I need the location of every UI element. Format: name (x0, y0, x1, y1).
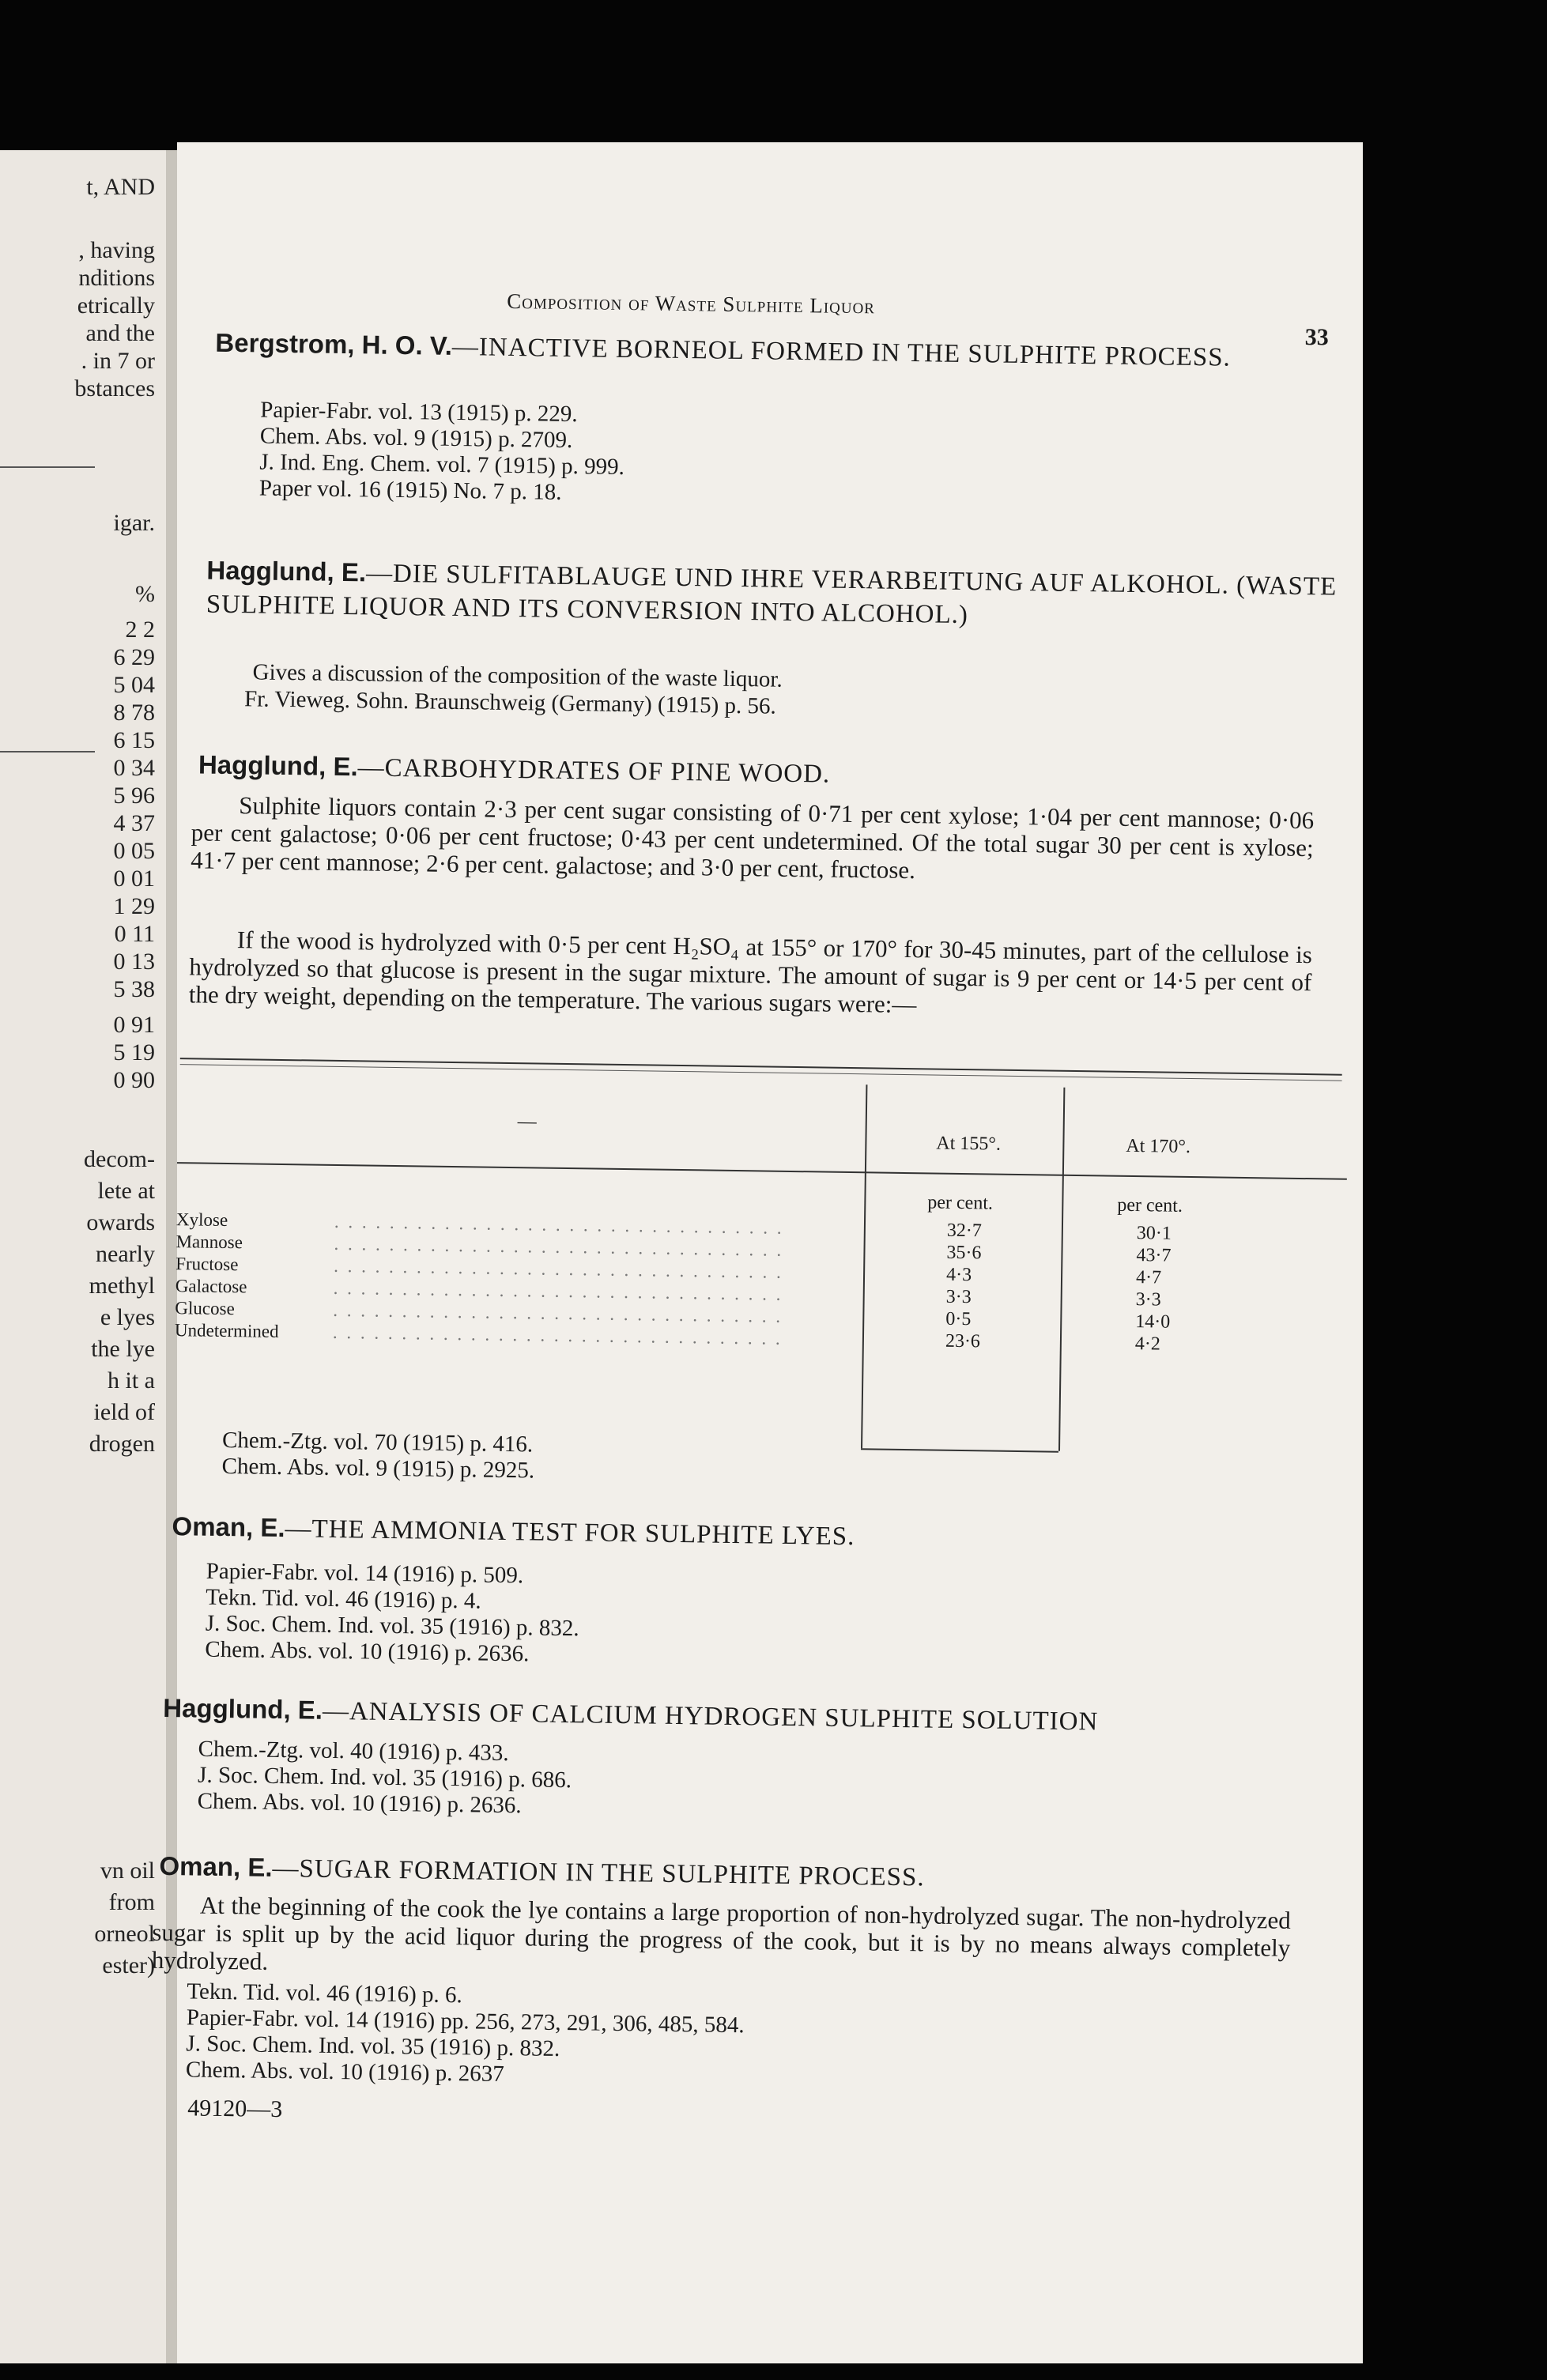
facing-page-fragment (0, 150, 166, 2363)
facing-page-text: from (108, 1889, 155, 1915)
facing-page-text: igar. (113, 510, 155, 536)
table-cell-155: 4·3 (945, 1264, 972, 1286)
paragraph: If the wood is hydrolyzed with 0·5 per cent H₂SO₄ at 155° or 170° for 30-45 minutes, part of the cellulose is hydrolyzed so that glucose is present in the sugar mixture. The amount of sugar is 9 per cent or 14·5 per cent of the dry weight, depending on the temperature. The various sugars were:— (188, 926, 1313, 1019)
facing-page-text: ield of (93, 1399, 155, 1425)
entry-author: Bergstrom, H. O. V. (215, 327, 453, 360)
sugar-composition-table (174, 1075, 1349, 1424)
entry-title: —CARBOHYDRATES OF PINE WOOD. (357, 753, 831, 789)
entry-author: Oman, E. (172, 1511, 285, 1543)
table-cell-155: 23·6 (945, 1330, 981, 1352)
facing-page-text: the lye (91, 1336, 155, 1362)
entry-hagglund-sulfitablauge-heading (206, 554, 1361, 637)
facing-page-text: 5 96 (113, 783, 155, 809)
facing-page-text: 0 01 (113, 866, 155, 892)
facing-page-text: 0 05 (113, 838, 155, 864)
citation: Tekn. Tid. vol. 46 (1916) p. 4. (206, 1584, 481, 1614)
facing-page-text: t, AND (86, 174, 155, 200)
facing-page-text: % (135, 581, 155, 607)
table-cell-170: 43·7 (1136, 1245, 1172, 1266)
citation: Chem. Abs. vol. 9 (1915) p. 2709. (259, 423, 573, 454)
table-bottom-rule (861, 1448, 1058, 1452)
table-row-label: Glucose (175, 1298, 235, 1319)
facing-page-text: and the (85, 320, 155, 346)
column-header: At 170°. (1126, 1135, 1191, 1158)
entry-oman-ammonia-heading (172, 1510, 1326, 1560)
facing-page-rule (0, 751, 95, 752)
entry-hagglund-analysis-heading (163, 1692, 1317, 1741)
citation: Fr. Vieweg. Sohn. Braunschweig (Germany) (1915) p. 56. (243, 686, 777, 719)
facing-page-text: lete at (97, 1178, 155, 1204)
running-header: Composition of Waste Sulphite Liquor (507, 289, 876, 319)
leader-dots: . . . . . . . . . . . . . . . . . . . . . . . . . . . . . . . . . (333, 1255, 784, 1282)
citation: Papier-Fabr. vol. 14 (1916) p. 509. (206, 1558, 524, 1589)
facing-page-text: 4 37 (113, 810, 155, 836)
citation: Chem.-Ztg. vol. 70 (1915) p. 416. (221, 1427, 534, 1458)
book-page (151, 142, 1363, 2363)
facing-page-text: 1 29 (113, 893, 155, 919)
leader-dots: . . . . . . . . . . . . . . . . . . . . . . . . . . . . . . . . . (333, 1277, 783, 1304)
stub-header: — (517, 1111, 537, 1133)
citation: J. Soc. Chem. Ind. vol. 35 (1916) p. 832. (186, 2031, 560, 2061)
citation: Paper vol. 16 (1915) No. 7 p. 18. (258, 475, 562, 505)
facing-page-text: 2 2 (125, 617, 155, 643)
facing-page-text: 5 04 (113, 672, 155, 698)
unit-label: per cent. (927, 1192, 994, 1214)
facing-page-rule (0, 466, 95, 468)
citation: Chem.-Ztg. vol. 40 (1916) p. 433. (198, 1736, 509, 1767)
facing-page-text: 6 29 (113, 644, 155, 670)
citation: Papier-Fabr. vol. 14 (1916) pp. 256, 273, 291, 306, 485, 584. (186, 2005, 745, 2039)
table-cell-155: 3·3 (945, 1286, 972, 1308)
citation: Chem. Abs. vol. 10 (1916) p. 2636. (197, 1788, 522, 1819)
facing-page-text: orneol (94, 1921, 155, 1947)
facing-page-text: nearly (96, 1241, 155, 1267)
facing-page-text: 0 90 (113, 1067, 155, 1093)
facing-page-text: e lyes (100, 1304, 155, 1330)
entry-title: —INACTIVE BORNEOL FORMED IN THE SULPHITE PROCESS. (451, 332, 1232, 372)
facing-page-text: nditions (78, 265, 155, 291)
page-number: 33 (1304, 323, 1329, 351)
facing-page-text: 5 38 (113, 976, 155, 1002)
table-cell-155: 35·6 (946, 1242, 982, 1264)
column-divider (1058, 1088, 1065, 1451)
facing-page-text: 5 19 (113, 1039, 155, 1066)
entry-title: —ANALYSIS OF CALCIUM HYDROGEN SULPHITE SOLUTION (322, 1696, 1099, 1737)
entry-author: Hagglund, E. (198, 749, 358, 782)
column-header: At 155°. (936, 1133, 1002, 1155)
entry-hagglund-carbohydrates-heading (198, 748, 1353, 798)
leader-dots: . . . . . . . . . . . . . . . . . . . . . . . . . . . . . . . . . (334, 1211, 784, 1238)
paragraph: At the beginning of the cook the lye contains a large proportion of non-hydrolyzed sugar. The non-hydrolyzed sugar is split up by the acid liquor during the progress of the cook, but it is by no means always completely hydrolyzed. (151, 1891, 1291, 1975)
entry-oman-sugar-heading (159, 1850, 1313, 1899)
facing-page-text: ester) (102, 1952, 155, 1978)
table-cell-155: 32·7 (946, 1220, 983, 1242)
facing-page-text: h it a (108, 1367, 155, 1394)
entry-note: Gives a discussion of the composition of the waste liquor. (252, 659, 783, 692)
table-cell-170: 30·1 (1136, 1223, 1172, 1244)
leader-dots: . . . . . . . . . . . . . . . . . . . . . . . . . . . . . . . . . (333, 1299, 783, 1326)
table-row-label: Xylose (175, 1209, 228, 1231)
table-row-label: Undetermined (174, 1320, 279, 1341)
facing-page-text: decom- (84, 1146, 155, 1172)
entry-title: —DIE SULFITABLAUGE UND IHRE VERARBEITUNG AUF ALKOHOL. (WASTE SULPHITE LIQUOR AND ITS CONVERSION INTO ALCOHOL.) (206, 559, 1338, 630)
facing-page-text: owards (86, 1209, 155, 1235)
table-row-label: Fructose (175, 1254, 239, 1275)
citation: J. Soc. Chem. Ind. vol. 35 (1916) p. 686. (197, 1762, 572, 1793)
paragraph: Sulphite liquors contain 2·3 per cent sugar consisting of 0·71 per cent xylose; 1·04 per cent mannose; 0·06 per cent galactose; 0·06 per cent fructose; 0·43 per cent undetermined. Of the total sugar 30 per cent is xylose; 41·7 per cent mannose; 2·6 per cent. galactose; and 3·0 per cent, fructose. (191, 791, 1315, 884)
entry-author: Hagglund, E. (206, 555, 367, 587)
facing-page-text: 0 13 (113, 949, 155, 975)
table-row-label: Galactose (175, 1276, 247, 1297)
table-row-label: Mannose (175, 1231, 243, 1253)
table-cell-170: 4·2 (1134, 1333, 1161, 1355)
table-cell-170: 14·0 (1135, 1311, 1171, 1333)
unit-label: per cent. (1117, 1194, 1183, 1216)
citation: J. Ind. Eng. Chem. vol. 7 (1915) p. 999. (259, 449, 625, 480)
facing-page-text: 0 11 (114, 921, 155, 947)
facing-page-text: . in 7 or (81, 348, 155, 374)
facing-page-text: 0 34 (113, 755, 155, 781)
facing-page-text: vn oil (100, 1858, 155, 1884)
citation: Chem. Abs. vol. 10 (1916) p. 2636. (205, 1636, 530, 1667)
facing-page-text: drogen (89, 1431, 155, 1457)
table-cell-170: 3·3 (1135, 1289, 1161, 1311)
entry-bergstrom-heading (215, 323, 1369, 376)
table-cell-155: 0·5 (945, 1308, 972, 1330)
citation: J. Soc. Chem. Ind. vol. 35 (1916) p. 832. (205, 1610, 579, 1642)
facing-page-text: 6 15 (113, 727, 155, 753)
facing-page-text: bstances (74, 375, 155, 402)
column-divider (861, 1084, 867, 1448)
table-cell-170: 4·7 (1135, 1267, 1162, 1288)
citation: Papier-Fabr. vol. 13 (1915) p. 229. (260, 397, 578, 428)
facing-page-text: methyl (89, 1273, 155, 1299)
entry-author: Hagglund, E. (163, 1692, 323, 1725)
printer-signature: 49120—3 (187, 2095, 283, 2123)
leader-dots: . . . . . . . . . . . . . . . . . . . . . . . . . . . . . . . . . (332, 1322, 783, 1348)
citation: Chem. Abs. vol. 9 (1915) p. 2925. (221, 1453, 535, 1484)
entry-author: Oman, E. (159, 1850, 273, 1882)
entry-title: —THE AMMONIA TEST FOR SULPHITE LYES. (285, 1514, 855, 1552)
entry-title: —SUGAR FORMATION IN THE SULPHITE PROCESS. (272, 1854, 925, 1892)
header-rule (177, 1162, 1347, 1180)
facing-page-text: etrically (77, 292, 155, 319)
facing-page-text: 8 78 (113, 700, 155, 726)
facing-page-text: 0 91 (113, 1012, 155, 1038)
facing-page-text: , having (78, 237, 155, 263)
citation: Chem. Abs. vol. 10 (1916) p. 2637 (185, 2057, 504, 2088)
leader-dots: . . . . . . . . . . . . . . . . . . . . . . . . . . . . . . . . . (334, 1233, 784, 1260)
citation: Tekn. Tid. vol. 46 (1916) p. 6. (187, 1978, 462, 2008)
